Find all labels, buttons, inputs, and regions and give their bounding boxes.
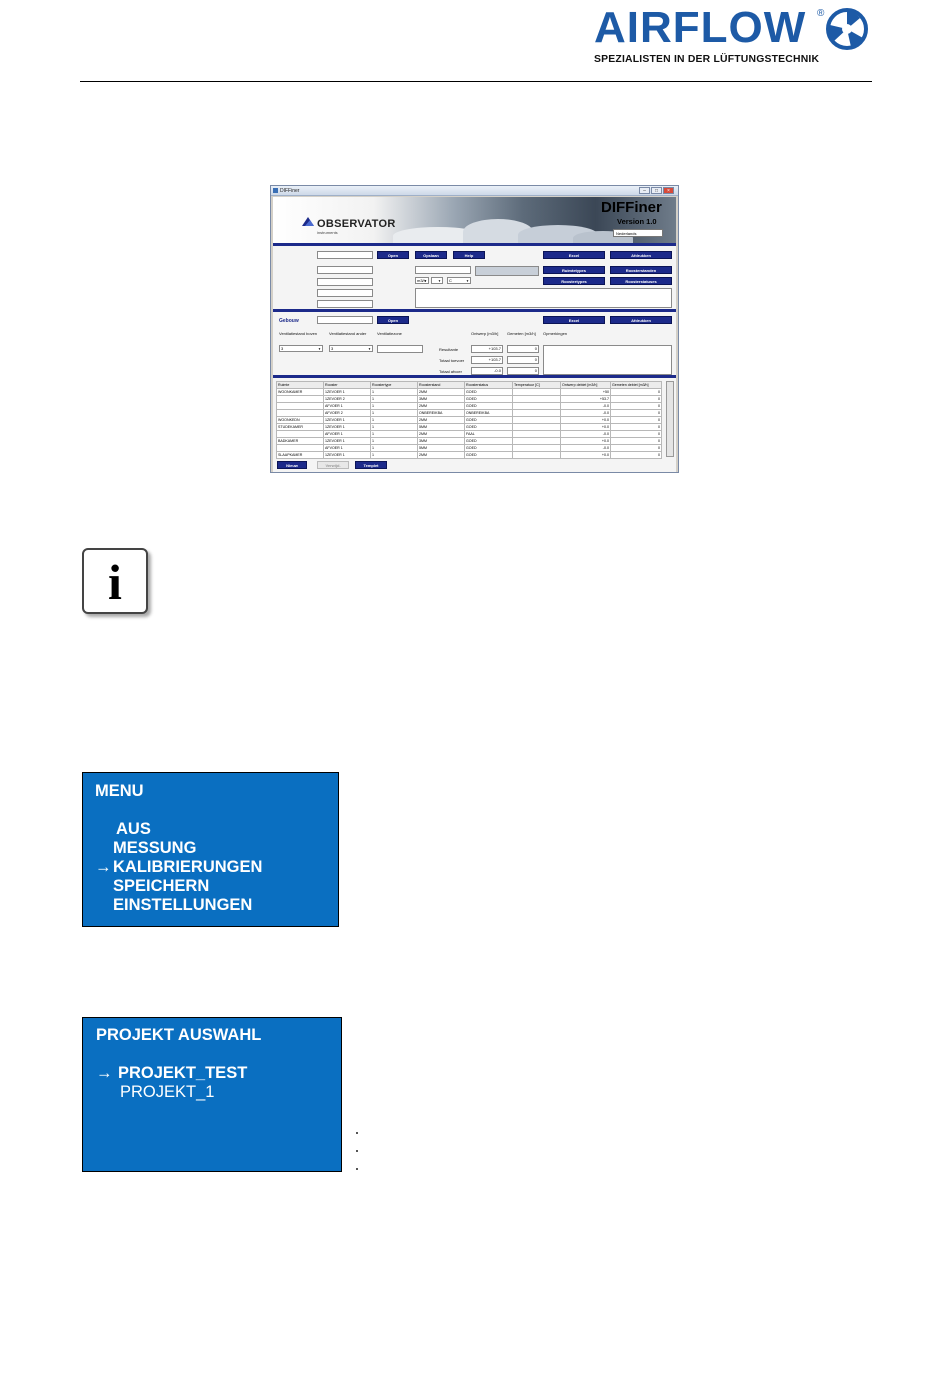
app-title: DIFFiner bbox=[601, 199, 662, 216]
table-cell[interactable]: GOED bbox=[465, 403, 513, 410]
grille-positions-button[interactable]: Roosterstanden bbox=[610, 266, 672, 274]
table-cell[interactable] bbox=[513, 417, 561, 424]
column-header: Roostertype bbox=[371, 382, 418, 389]
ventilation-select[interactable]: 3 ▼ bbox=[279, 345, 323, 352]
menu-item-aus[interactable]: AUS bbox=[116, 820, 151, 838]
table-cell[interactable] bbox=[277, 396, 324, 403]
grille-table-body bbox=[277, 389, 662, 459]
minimize-button[interactable]: – bbox=[639, 187, 650, 194]
template-button[interactable]: Templet bbox=[355, 461, 387, 469]
table-cell[interactable]: 1ZEVOER 1 bbox=[324, 417, 371, 424]
summary-design: -0.0 bbox=[471, 367, 503, 375]
table-cell[interactable]: +0.0 bbox=[561, 438, 611, 445]
menu-title: MENU bbox=[95, 782, 144, 800]
summary-label: Totaal afvoer bbox=[439, 369, 462, 374]
fan-icon bbox=[826, 8, 868, 50]
help-button[interactable]: Help bbox=[453, 251, 485, 259]
summary-measured: 0 bbox=[507, 356, 539, 364]
new-row-button[interactable]: Nieuw bbox=[277, 461, 307, 469]
column-header: Roosterstatus bbox=[465, 382, 513, 389]
header-divider bbox=[80, 81, 872, 82]
project-screen-title: PROJEKT AUSWAHL bbox=[96, 1026, 262, 1044]
table-cell[interactable]: 2MM bbox=[418, 389, 465, 396]
table-cell[interactable] bbox=[513, 445, 561, 452]
window-titlebar bbox=[271, 186, 678, 196]
stray-dot bbox=[356, 1132, 358, 1134]
logo-wordmark: AIRFLOW bbox=[594, 3, 807, 52]
project-field[interactable] bbox=[317, 266, 373, 274]
menu-item-messung[interactable]: MESSUNG bbox=[113, 839, 197, 857]
device-menu-screen bbox=[82, 772, 339, 927]
stray-dot bbox=[356, 1168, 358, 1170]
stray-dot bbox=[356, 1150, 358, 1152]
print-button[interactable]: Afdrukken bbox=[610, 251, 672, 259]
table-row[interactable] bbox=[277, 417, 662, 424]
column-header: Ontwerp debiet [m3/h] bbox=[561, 382, 611, 389]
table-cell[interactable]: -0.0 bbox=[561, 445, 611, 452]
registered-mark: ® bbox=[817, 8, 825, 19]
table-cell[interactable]: 1 bbox=[371, 410, 418, 417]
table-cell[interactable]: GOED bbox=[465, 396, 513, 403]
table-cell[interactable]: GOED bbox=[465, 452, 513, 459]
table-cell[interactable]: AFVOER 2 bbox=[324, 410, 371, 417]
airflow-logo bbox=[590, 4, 870, 68]
project-selection-screen bbox=[82, 1017, 342, 1172]
table-cell[interactable]: 1 bbox=[371, 396, 418, 403]
column-label: Ventilatiestand boven bbox=[279, 331, 318, 336]
table-cell[interactable]: AFVOER 1 bbox=[324, 431, 371, 438]
column-header: Ruimte bbox=[277, 382, 324, 389]
table-cell[interactable] bbox=[513, 424, 561, 431]
table-cell[interactable] bbox=[277, 431, 324, 438]
table-cell[interactable]: GOED bbox=[465, 389, 513, 396]
vendor-logo: OBSERVATOR bbox=[317, 218, 396, 230]
column-label: Opmerkingen bbox=[543, 331, 568, 336]
table-cell[interactable]: 0 bbox=[611, 396, 662, 403]
table-row[interactable] bbox=[277, 424, 662, 431]
temperature-select[interactable]: C ▼ bbox=[447, 277, 471, 284]
grille-table bbox=[276, 381, 662, 459]
building-print-button[interactable]: Afdrukken bbox=[610, 316, 672, 324]
summary-label: Totaal toevoer bbox=[439, 358, 465, 363]
table-cell[interactable]: 1 bbox=[371, 431, 418, 438]
column-label: Ventilatiezone bbox=[377, 331, 402, 336]
table-cell[interactable] bbox=[513, 410, 561, 417]
table-cell[interactable]: 1ZEVOER 1 bbox=[324, 452, 371, 459]
table-row[interactable] bbox=[277, 403, 662, 410]
table-cell[interactable]: -0.0 bbox=[561, 403, 611, 410]
table-cell[interactable]: 1 bbox=[371, 438, 418, 445]
table-cell[interactable] bbox=[513, 403, 561, 410]
table-cell[interactable]: 0 bbox=[611, 438, 662, 445]
table-row[interactable] bbox=[277, 438, 662, 445]
table-cell[interactable]: 0 bbox=[611, 424, 662, 431]
menu-item-einstellungen[interactable]: EINSTELLUNGEN bbox=[113, 896, 253, 914]
logo-tagline: SPEZIALISTEN IN DER LÜFTUNGSTECHNIK bbox=[594, 54, 820, 65]
excel-button[interactable]: Excel bbox=[543, 251, 605, 259]
table-cell[interactable]: 3MM bbox=[418, 438, 465, 445]
unit-select[interactable]: m3/h ▼ bbox=[415, 277, 429, 284]
summary-measured: 0 bbox=[507, 367, 539, 375]
ventilation-zone-field[interactable] bbox=[377, 345, 423, 353]
app-version: Version 1.0 bbox=[617, 217, 657, 226]
table-cell[interactable] bbox=[513, 396, 561, 403]
table-cell[interactable] bbox=[277, 403, 324, 410]
table-row[interactable] bbox=[277, 410, 662, 417]
table-cell[interactable]: -0.0 bbox=[561, 410, 611, 417]
app-icon bbox=[273, 188, 278, 193]
table-cell[interactable]: GOED bbox=[465, 424, 513, 431]
table-cell[interactable] bbox=[513, 452, 561, 459]
building-field[interactable] bbox=[317, 316, 373, 324]
info-glyph: i bbox=[108, 554, 122, 610]
table-cell[interactable]: ONBEREIKBA bbox=[465, 410, 513, 417]
close-button[interactable]: × bbox=[663, 187, 674, 194]
info-icon bbox=[82, 548, 148, 614]
table-cell[interactable]: +53.7 bbox=[561, 396, 611, 403]
table-cell[interactable]: FAAL bbox=[465, 431, 513, 438]
table-cell[interactable]: 0 bbox=[611, 452, 662, 459]
vendor-subtitle: instruments bbox=[317, 230, 338, 235]
grille-types-button[interactable]: Roostertypes bbox=[543, 277, 605, 285]
window-title: DIFFiner bbox=[280, 188, 300, 194]
settings-field[interactable] bbox=[415, 266, 471, 274]
summary-design: +103.7 bbox=[471, 356, 503, 364]
table-cell[interactable]: STUDEKAMER bbox=[277, 424, 324, 431]
column-header: Roosterstand bbox=[418, 382, 465, 389]
table-cell[interactable] bbox=[513, 431, 561, 438]
table-row[interactable] bbox=[277, 389, 662, 396]
table-cell[interactable]: +50 bbox=[561, 389, 611, 396]
column-label: Ontwerp [m3/h] bbox=[471, 331, 499, 336]
table-cell[interactable]: 2MM bbox=[418, 452, 465, 459]
table-row[interactable] bbox=[277, 452, 662, 459]
project-panel bbox=[273, 243, 676, 309]
table-cell[interactable]: WOONKAMER bbox=[277, 389, 324, 396]
table-cell[interactable]: +0.0 bbox=[561, 424, 611, 431]
table-cell[interactable]: 0 bbox=[611, 431, 662, 438]
observator-logo-icon bbox=[301, 216, 315, 228]
table-cell[interactable]: 1ZEVOER 2 bbox=[324, 396, 371, 403]
menu-cursor-arrow-icon: → bbox=[95, 858, 112, 876]
table-scrollbar[interactable] bbox=[666, 381, 674, 457]
table-cell[interactable]: 0 bbox=[611, 389, 662, 396]
menu-item-kalibrierungen[interactable]: KALIBRIERUNGEN bbox=[113, 858, 263, 876]
project-item-test[interactable]: PROJEKT_TEST bbox=[118, 1064, 248, 1082]
table-cell[interactable]: 0 bbox=[611, 417, 662, 424]
table-cell[interactable]: 2MM bbox=[418, 417, 465, 424]
unit-dropdown[interactable] bbox=[431, 277, 443, 284]
summary-measured: 0 bbox=[507, 345, 539, 353]
table-header-row bbox=[277, 382, 662, 389]
diffiner-screenshot bbox=[270, 185, 679, 473]
table-cell[interactable]: 1 bbox=[371, 417, 418, 424]
table-cell[interactable]: 0 bbox=[611, 445, 662, 452]
table-row[interactable] bbox=[277, 445, 662, 452]
table-cell[interactable]: AFVOER 1 bbox=[324, 445, 371, 452]
table-cell[interactable]: 1ZEVOER 1 bbox=[324, 424, 371, 431]
table-cell[interactable]: +0.0 bbox=[561, 452, 611, 459]
table-cell[interactable]: 1 bbox=[371, 452, 418, 459]
table-cell[interactable]: SLAAPKAMER bbox=[277, 452, 324, 459]
table-cell[interactable] bbox=[277, 445, 324, 452]
remarks-textarea[interactable] bbox=[543, 345, 672, 375]
table-cell[interactable] bbox=[513, 389, 561, 396]
table-cell[interactable]: 5MM bbox=[418, 424, 465, 431]
table-cell[interactable]: GOED bbox=[465, 445, 513, 452]
table-cell[interactable]: 1 bbox=[371, 403, 418, 410]
table-cell[interactable]: 1 bbox=[371, 445, 418, 452]
table-cell[interactable]: GOED bbox=[465, 417, 513, 424]
maximize-button[interactable]: □ bbox=[651, 187, 662, 194]
grille-grid-panel bbox=[273, 375, 676, 472]
table-row[interactable] bbox=[277, 396, 662, 403]
table-cell[interactable]: 2MM bbox=[418, 403, 465, 410]
table-cell[interactable]: +0.0 bbox=[561, 417, 611, 424]
save-button[interactable]: Opslaan bbox=[415, 251, 447, 259]
table-cell[interactable]: 0 bbox=[611, 410, 662, 417]
column-label: Gemeten [m3/h] bbox=[507, 331, 536, 336]
delete-row-button[interactable]: Verwijd. bbox=[317, 461, 349, 469]
summary-design: +103.7 bbox=[471, 345, 503, 353]
column-header: Gemeten debiet [m3/h] bbox=[611, 382, 662, 389]
table-cell[interactable]: 3MM bbox=[418, 396, 465, 403]
table-cell[interactable]: -0.0 bbox=[561, 431, 611, 438]
project-cursor-arrow-icon: → bbox=[96, 1064, 113, 1082]
table-cell[interactable]: BADKAMER bbox=[277, 438, 324, 445]
table-cell[interactable]: 2MM bbox=[418, 431, 465, 438]
language-select[interactable]: Nederlands bbox=[613, 229, 663, 237]
table-cell[interactable]: WOONKEDN bbox=[277, 417, 324, 424]
building-label: Gebouw bbox=[279, 318, 299, 324]
table-cell[interactable]: 1ZEVOER 1 bbox=[324, 438, 371, 445]
column-label: Ventilatiestand ander bbox=[329, 331, 367, 336]
table-cell[interactable] bbox=[277, 410, 324, 417]
table-cell[interactable]: 1 bbox=[371, 424, 418, 431]
room-types-button[interactable]: Ruimtetypes bbox=[543, 266, 605, 274]
table-cell[interactable]: ONBEREIKBA bbox=[418, 410, 465, 417]
table-cell[interactable]: AFVOER 1 bbox=[324, 403, 371, 410]
menu-item-speichern[interactable]: SPEICHERN bbox=[113, 877, 210, 895]
ventilation-select[interactable]: 3 ▼ bbox=[329, 345, 373, 352]
building-excel-button[interactable]: Excel bbox=[543, 316, 605, 324]
grille-status-button[interactable]: Roosterstatuses bbox=[610, 277, 672, 285]
project-field[interactable] bbox=[317, 289, 373, 297]
table-cell[interactable]: 5MM bbox=[418, 445, 465, 452]
notes-textarea[interactable] bbox=[415, 288, 672, 308]
project-field[interactable] bbox=[317, 278, 373, 286]
table-row[interactable] bbox=[277, 431, 662, 438]
project-item-1[interactable]: PROJEKT_1 bbox=[120, 1083, 215, 1101]
building-open-button[interactable]: Open bbox=[377, 316, 409, 324]
table-cell[interactable]: 1ZEVOER 1 bbox=[324, 389, 371, 396]
table-cell[interactable]: 0 bbox=[611, 403, 662, 410]
project-field[interactable] bbox=[317, 251, 373, 259]
summary-label: Resultante bbox=[439, 347, 459, 352]
column-header: Rooster bbox=[324, 382, 371, 389]
project-field[interactable] bbox=[317, 300, 373, 308]
table-cell[interactable]: 1 bbox=[371, 389, 418, 396]
table-cell[interactable] bbox=[513, 438, 561, 445]
mini-dialog bbox=[475, 266, 539, 276]
building-panel bbox=[273, 309, 676, 375]
table-cell[interactable]: GOED bbox=[465, 438, 513, 445]
column-header: Temperatuur [C] bbox=[513, 382, 561, 389]
open-button[interactable]: Open bbox=[377, 251, 409, 259]
